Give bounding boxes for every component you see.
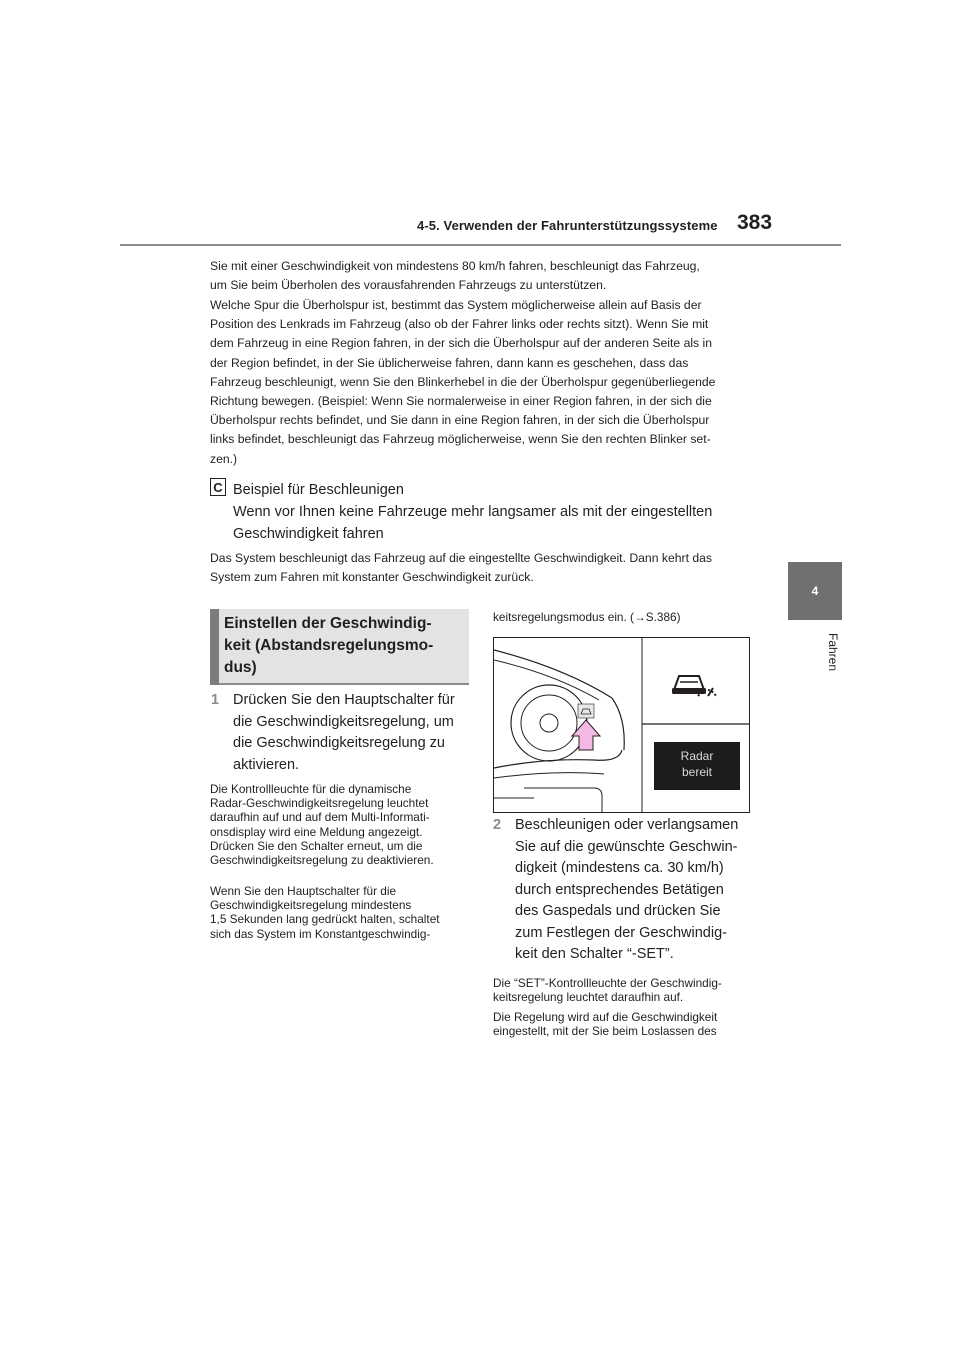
text-line: links befindet, beschleunigt das Fahrzeug möglicherweise, wenn Sie den rechten Blinker set- [210, 432, 711, 447]
step-1-note-2 [210, 884, 472, 941]
text-line: Wenn vor Ihnen keine Fahrzeuge mehr langsamer als mit der eingestellten [233, 504, 713, 520]
text-line: Drücken Sie den Hauptschalter für [233, 692, 455, 708]
text-line: Geschwindigkeit fahren [233, 525, 384, 542]
text-line: Die Kontrollleuchte für die dynamische [210, 782, 412, 796]
step-2-text [515, 815, 755, 966]
text-line: die Geschwindigkeitsregelung zu [233, 735, 445, 751]
text-line: die Geschwindigkeitsregelung, um [233, 713, 454, 730]
text-line: onsdisplay wird eine Meldung angezeigt. [210, 824, 423, 839]
steering-wheel-figure [493, 637, 750, 813]
section-heading: 4-5. Verwenden der Fahrunterstützungssysteme [417, 218, 718, 233]
text-line: Sie auf die gewünschte Geschwin- [515, 838, 738, 855]
section-title [224, 613, 462, 679]
text-line: Radar [680, 749, 714, 763]
text-line: digkeit (mindestens ca. 30 km/h) [515, 860, 724, 876]
text-line: Wenn Sie den Hauptschalter für die [210, 884, 397, 898]
text-line: Geschwindigkeitsregelung zu deaktivieren. [210, 853, 434, 868]
text-line: keit (Abstandsregelungsmo- [224, 637, 434, 654]
text-line: zum Festlegen der Geschwindig- [515, 924, 727, 941]
text-line: sich das System im Konstantgeschwindig- [210, 926, 431, 941]
text-line: bereit [681, 765, 713, 779]
text-line: Position des Lenkrads im Fahrzeug (also ob der Fahrer links oder rechts sitzt). Wenn Sie mit [210, 317, 709, 332]
step-2-note-2 [493, 1010, 755, 1038]
text-line: um Sie beim Überholen des vorausfahrenden Fahrzeugs zu unterstützen. [210, 278, 607, 293]
header-divider [120, 244, 841, 246]
text-line: aktivieren. [233, 756, 300, 773]
text-line: Welche Spur die Überholspur ist, bestimmt das System möglicherweise allein auf Basis der [210, 298, 702, 312]
step-1-text [233, 690, 473, 776]
text-line: Geschwindigkeitsregelung mindestens [210, 898, 412, 913]
switch-ring-inner [521, 695, 577, 751]
text-line: Radar-Geschwindigkeitsregelung leuchtet [210, 796, 429, 811]
text-line: Beschleunigen oder verlangsamen [515, 817, 739, 833]
text-line: Überholspur rechts befindet, und Sie dann in eine Region fahren, in der sich die Überholspur [210, 413, 710, 428]
page-number: 383 [737, 211, 773, 234]
step-1-note-2-continued: keitsregelungsmodus ein. (→S.386) [493, 610, 681, 624]
radar-status-text [654, 748, 740, 780]
chapter-tab: 4 [788, 562, 842, 620]
arrow-icon [572, 720, 600, 750]
radar-cruise-icon [672, 676, 716, 696]
chapter-label: Fahren [826, 632, 840, 672]
text-line: Das System beschleunigt das Fahrzeug auf die eingestellte Geschwindigkeit. Dann kehrt das [210, 551, 712, 565]
text-line: System zum Fahren mit konstanter Geschwindigkeit zurück. [210, 570, 534, 585]
text-line: keit den Schalter “-SET”. [515, 946, 674, 962]
text-line: Sie mit einer Geschwindigkeit von mindestens 80 km/h fahren, beschleunigt das Fahrzeug, [210, 259, 700, 273]
example-title: Beispiel für Beschleunigen [233, 482, 404, 498]
intro-paragraph-1 [210, 257, 750, 295]
text-line: 1,5 Sekunden lang gedrückt halten, schaltet [210, 912, 440, 927]
switch-ring-outer [511, 685, 587, 761]
text-line: durch entsprechendes Betätigen [515, 881, 724, 898]
step-number: 2 [493, 817, 502, 833]
step-2-number [493, 815, 513, 837]
text-line: keitsregelung leuchtet daraufhin auf. [493, 990, 684, 1005]
section-heading-bar [210, 609, 219, 685]
text-line: dem Fahrzeug in eine Region fahren, in der sich die Überholspur auf der anderen Seite als in [210, 336, 713, 351]
text-line: Fahrzeug beschleunigt, wenn Sie den Blinkerhebel in die der Überholspur gegenüberliegende [210, 374, 716, 389]
intro-paragraph-2 [210, 296, 750, 469]
text-line: Drücken Sie den Schalter erneut, um die [210, 838, 423, 853]
switch-center [540, 714, 558, 732]
text-line: Die “SET”-Kontrollleuchte der Geschwindig- [493, 976, 722, 990]
text-line: zen.) [210, 451, 238, 466]
text-line: dus) [224, 659, 257, 676]
step-1-note-1 [210, 782, 472, 867]
example-description [210, 549, 750, 587]
text-line: der Region befindet, in der Sie üblicherweise fahren, dann kann es geschehen, dass das [210, 355, 689, 370]
text-line: eingestellt, mit der Sie beim Loslassen des [493, 1024, 717, 1039]
text-line: Richtung bewegen. (Beispiel: Wenn Sie normalerweise in einer Region fahren, in der sich die [210, 394, 712, 409]
text-line: Die Regelung wird auf die Geschwindigkeit [493, 1010, 718, 1024]
example-subtitle [233, 502, 753, 545]
step-1-number [211, 690, 231, 712]
example-marker-c: C [210, 478, 226, 496]
text-line: des Gaspedals und drücken Sie [515, 903, 721, 919]
step-2-note-1 [493, 976, 755, 1004]
text-line: daraufhin auf und auf dem Multi-Informati- [210, 810, 430, 825]
step-number: 1 [211, 692, 220, 708]
text-line: Einstellen der Geschwindig- [224, 615, 432, 632]
